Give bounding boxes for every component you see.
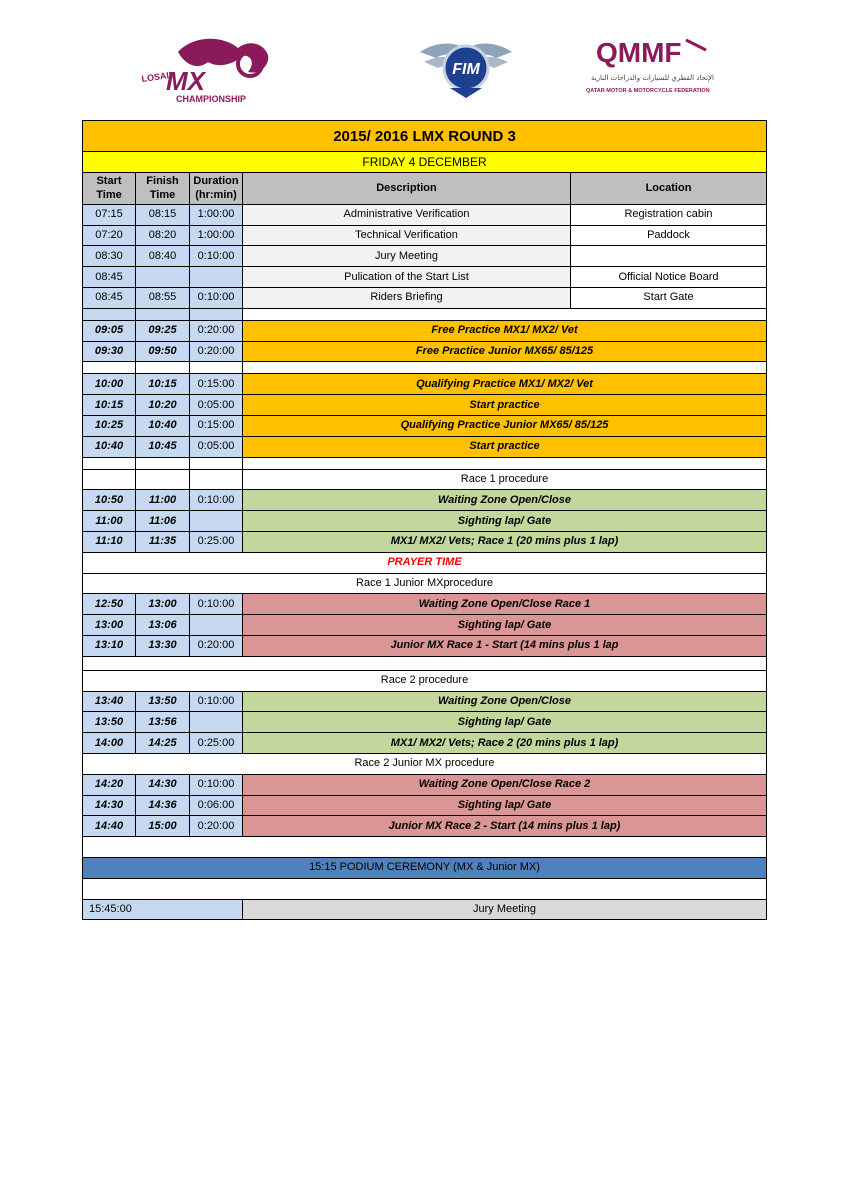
schedule-date: FRIDAY 4 DECEMBER <box>82 152 767 172</box>
table-row: 07:15 08:15 1:00:00 Administrative Verification Registration cabin <box>82 205 767 226</box>
table-row: 10:15 10:20 0:05:00 Start practice <box>82 395 767 416</box>
table-row: 13:10 13:30 0:20:00 Junior MX Race 1 - Start (14 mins plus 1 lap <box>82 636 767 657</box>
qmmf-arabic: الإتحاد القطري للسيارات والدراجات النارية <box>590 74 714 82</box>
table-row: 08:30 08:40 0:10:00 Jury Meeting <box>82 246 767 267</box>
table-row: 09:30 09:50 0:20:00 Free Practice Junior MX65/ 85/125 <box>82 342 767 363</box>
championship-text: CHAMPIONSHIP <box>176 94 247 104</box>
spacer-row <box>82 362 767 374</box>
prayer-row: PRAYER TIME <box>82 553 767 574</box>
table-row: 10:50 11:00 0:10:00 Waiting Zone Open/Close <box>82 490 767 511</box>
spacer-row <box>82 657 767 671</box>
table-row: 12:50 13:00 0:10:00 Waiting Zone Open/Close Race 1 <box>82 594 767 615</box>
date-row <box>82 152 767 173</box>
table-row: 11:00 11:06 Sighting lap/ Gate <box>82 511 767 532</box>
fim-text: FIM <box>452 61 480 78</box>
table-row: 13:50 13:56 Sighting lap/ Gate <box>82 712 767 733</box>
header-start-time: Start Time <box>82 173 136 204</box>
section-label-row: Race 2 procedure <box>82 671 767 692</box>
spacer-row <box>82 879 767 900</box>
qmmf-logo <box>584 36 718 98</box>
table-row: 08:45 08:55 0:10:00 Riders Briefing Start Gate <box>82 288 767 309</box>
section-label-row: Race 1 procedure <box>82 470 767 491</box>
header-location: Location <box>571 173 767 204</box>
table-row: 14:00 14:25 0:25:00 MX1/ MX2/ Vets; Race 2 (20 mins plus 1 lap) <box>82 733 767 754</box>
losail-text: LOSAIL <box>140 69 175 84</box>
schedule-title: 2015/ 2016 LMX ROUND 3 <box>82 121 767 151</box>
header-description: Description <box>243 173 571 204</box>
header-row <box>82 173 767 205</box>
table-row: 14:20 14:30 0:10:00 Waiting Zone Open/Close Race 2 <box>82 775 767 796</box>
schedule-table <box>82 120 767 920</box>
table-row: 10:40 10:45 0:05:00 Start practice <box>82 437 767 458</box>
fim-logo <box>418 32 514 102</box>
podium-row: 15:15 PODIUM CEREMONY (MX & Junior MX) <box>82 858 767 879</box>
losail-mx-logo <box>138 30 298 110</box>
header-duration: Duration (hr:min) <box>190 173 243 204</box>
header-finish-time: Finish Time <box>136 173 190 204</box>
title-row <box>82 120 767 152</box>
qmmf-text: QMMF <box>596 37 682 68</box>
table-row: 13:00 13:06 Sighting lap/ Gate <box>82 615 767 636</box>
table-row: 13:40 13:50 0:10:00 Waiting Zone Open/Close <box>82 692 767 713</box>
qmmf-subtitle: QATAR MOTOR & MOTORCYCLE FEDERATION <box>586 88 710 94</box>
table-row: 07:20 08:20 1:00:00 Technical Verification Paddock <box>82 226 767 247</box>
jury-row: 15:45:00 Jury Meeting <box>82 900 767 921</box>
table-row: 08:45 Pulication of the Start List Official Notice Board <box>82 267 767 288</box>
section-label-row: Race 1 Junior MXprocedure <box>82 574 767 595</box>
table-row: 10:25 10:40 0:15:00 Qualifying Practice Junior MX65/ 85/125 <box>82 416 767 437</box>
table-row: 09:05 09:25 0:20:00 Free Practice MX1/ MX2/ Vet <box>82 321 767 342</box>
table-row: 14:40 15:00 0:20:00 Junior MX Race 2 - Start (14 mins plus 1 lap) <box>82 816 767 837</box>
table-row: 10:00 10:15 0:15:00 Qualifying Practice MX1/ MX2/ Vet <box>82 374 767 395</box>
section-label-row: Race 2 Junior MX procedure <box>82 754 767 775</box>
spacer-row <box>82 309 767 321</box>
table-row: 14:30 14:36 0:06:00 Sighting lap/ Gate <box>82 796 767 817</box>
mx-text: MX <box>166 66 205 96</box>
table-row: 11:10 11:35 0:25:00 MX1/ MX2/ Vets; Race 1 (20 mins plus 1 lap) <box>82 532 767 553</box>
spacer-row <box>82 458 767 470</box>
spacer-row <box>82 837 767 858</box>
